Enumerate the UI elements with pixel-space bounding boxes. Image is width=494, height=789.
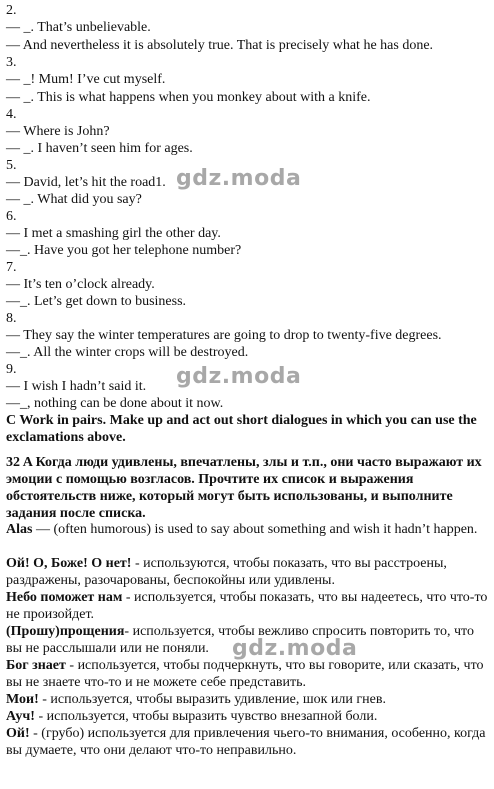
entry-term: Небо поможет нам xyxy=(6,590,123,605)
dialogue-line: — _. What did you say? xyxy=(6,192,142,207)
exercise-number: 3. xyxy=(6,55,17,70)
dialogue-line: — It’s ten o’clock already. xyxy=(6,277,155,292)
glossary-entry xyxy=(6,691,488,708)
dialogue-line: — I wish I hadn’t said it. xyxy=(6,379,147,394)
entry-text: - используется, чтобы выразить удивление, шок или гнев. xyxy=(38,692,386,707)
exercise-number: 7. xyxy=(6,260,17,275)
entry-term: Alas xyxy=(6,522,33,537)
entry-text: - используется, чтобы вежливо спросить повторить то, что вы не расслышали или не поняли. xyxy=(6,624,474,656)
glossary-entry xyxy=(6,708,488,725)
entry-term: Бог знает xyxy=(6,658,66,673)
dialogue-line: — They say the winter temperatures are going to drop to twenty-five degrees. xyxy=(6,328,442,343)
entry-term: (Прошу)прощения xyxy=(6,624,125,639)
glossary-entry xyxy=(6,725,488,759)
entry-term: Ой! xyxy=(6,726,30,741)
exercise-number: 5. xyxy=(6,158,17,173)
watermark: gdz.moda xyxy=(232,636,358,661)
watermark: gdz.moda xyxy=(176,166,302,191)
dialogue-line: —_. All the winter crops will be destroyed. xyxy=(6,345,249,360)
glossary-entry xyxy=(6,589,488,623)
task-c-instruction: C Work in pairs. Make up and act out short dialogues in which you can use the exclamations above. xyxy=(6,413,477,445)
entry-term: Мои! xyxy=(6,692,39,707)
glossary-entry xyxy=(6,521,488,538)
exercise-number: 8. xyxy=(6,311,17,326)
dialogue-line: —_. Let’s get down to business. xyxy=(6,294,187,309)
task-32-instruction: 32 A Когда люди удивлены, впечатлены, злы и т.п., они часто выражают их эмоции с помощью возгласов. Прочтите их список и выражения обстоятельств ниже, который могут быть использованы, и выполните задания после списка. xyxy=(6,455,482,521)
dialogue-line: — David, let’s hit the road1. xyxy=(6,175,166,190)
entry-term: Ой! О, Боже! О нет! xyxy=(6,556,132,571)
dialogue-line: —_, nothing can be done about it now. xyxy=(6,396,224,411)
watermark: gdz.moda xyxy=(176,364,302,389)
dialogue-line: — _. That’s unbelievable. xyxy=(6,20,151,35)
entry-text: - используется, чтобы показать, что вы надеетесь, что что-то не произойдет. xyxy=(6,590,488,622)
entry-text: - используется, чтобы подчеркнуть, что вы говорите, или сказать, что вы не знаете что-то и не можете себе представить. xyxy=(6,658,484,690)
dialogue-line: — And nevertheless it is absolutely true. That is precisely what he has done. xyxy=(6,38,434,53)
glossary-entry xyxy=(6,657,488,691)
glossary-entry xyxy=(6,555,488,589)
entry-text: - используется, чтобы выразить чувство внезапной боли. xyxy=(34,709,378,724)
entry-term: Ауч! xyxy=(6,709,35,724)
dialogue-line: — _. This is what happens when you monkey about with a knife. xyxy=(6,90,371,105)
dialogue-line: — Where is John? xyxy=(6,124,110,139)
exercise-number: 4. xyxy=(6,107,17,122)
exercise-number: 9. xyxy=(6,362,17,377)
entry-text: - (грубо) используется для привлечения чьего-то внимания, особенно, когда вы думаете, что они делают что-то неправильно. xyxy=(6,726,486,758)
exercise-number: 6. xyxy=(6,209,17,224)
entry-text: - используются, чтобы показать, что вы расстроены, раздражены, разочарованы, беспокойны или удивлены. xyxy=(6,556,447,588)
dialogue-line: — _. I haven’t seen him for ages. xyxy=(6,141,193,156)
dialogue-line: — _! Mum! I’ve cut myself. xyxy=(6,72,166,87)
dialogue-line: —_. Have you got her telephone number? xyxy=(6,243,242,258)
exercise-number: 2. xyxy=(6,3,17,18)
dialogue-line: — I met a smashing girl the other day. xyxy=(6,226,221,241)
entry-text: — (often humorous) is used to say about something and wish it hadn’t happen. xyxy=(32,522,478,537)
